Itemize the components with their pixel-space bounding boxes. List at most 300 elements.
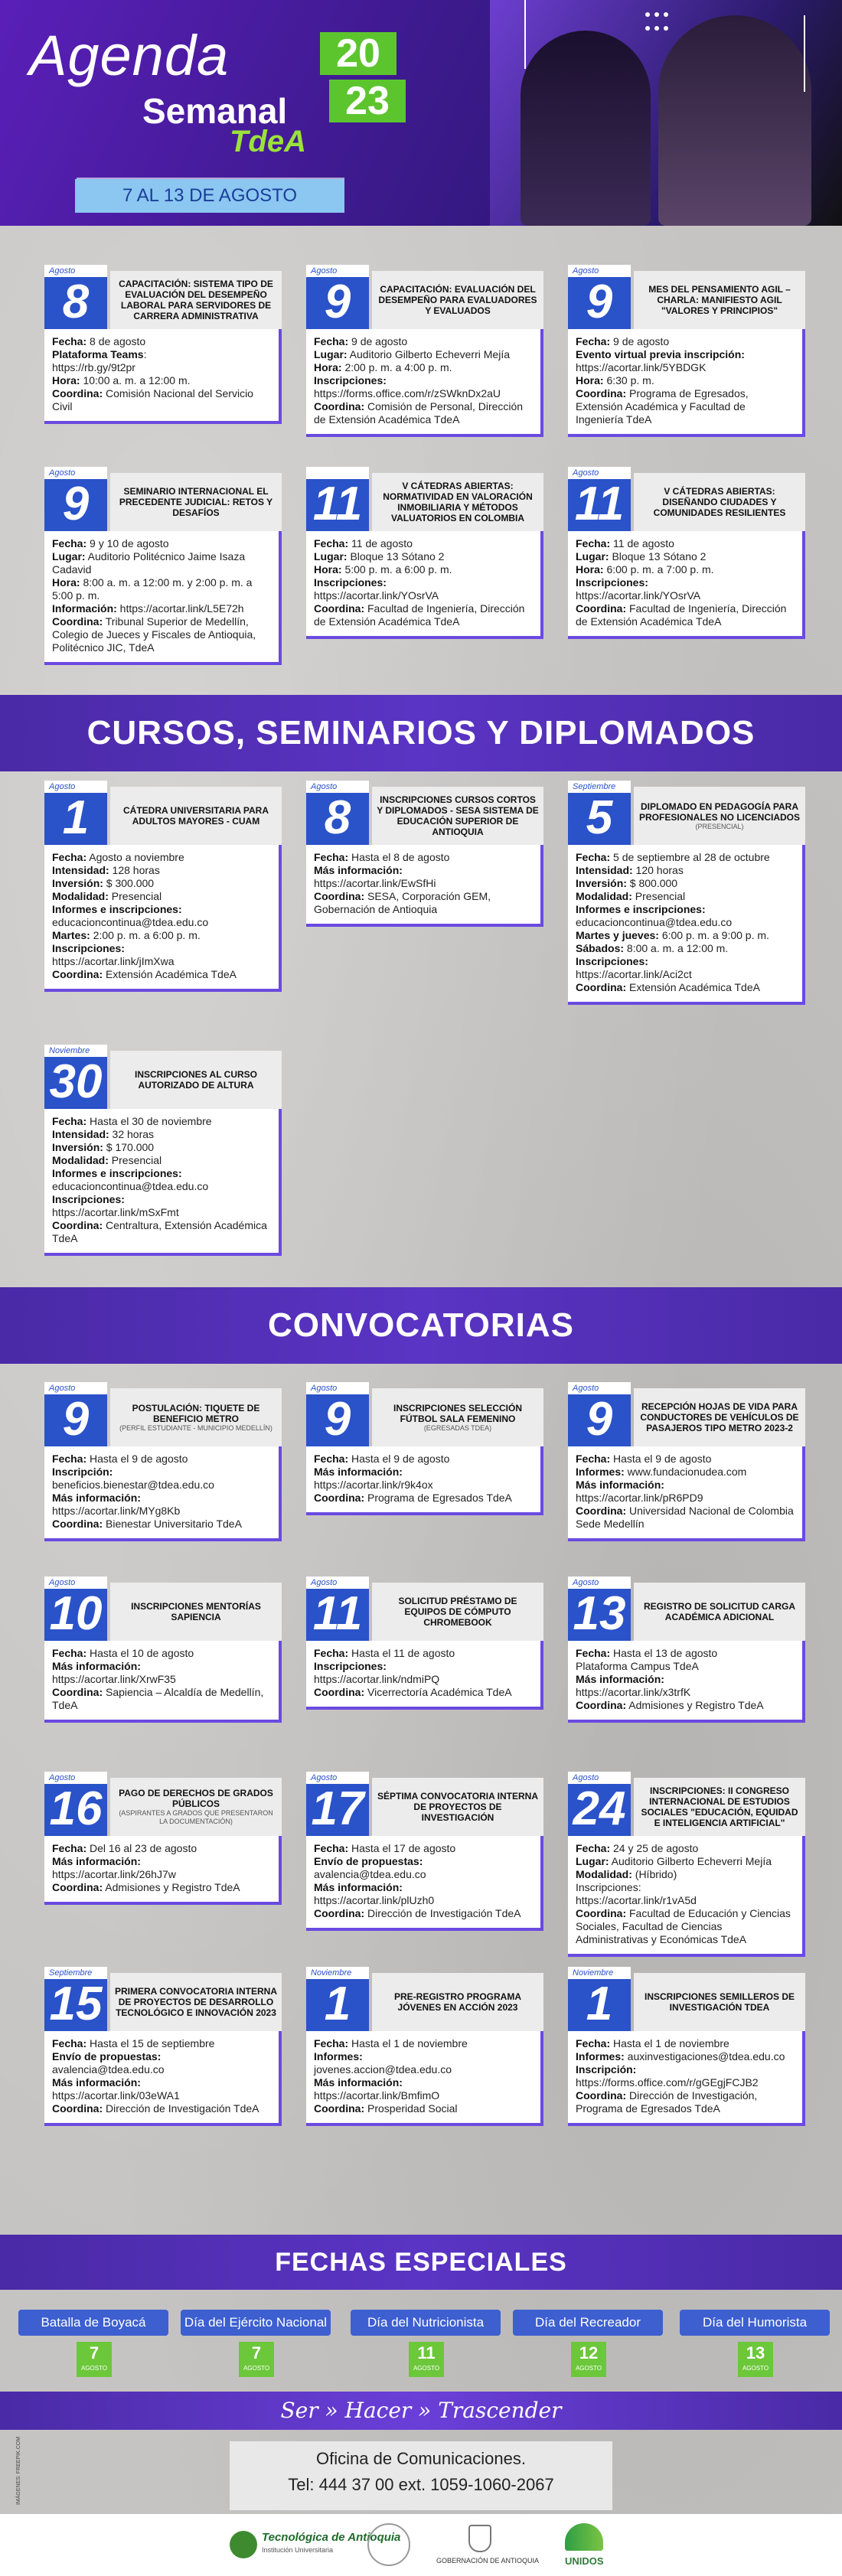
badge-month: Noviembre	[568, 1967, 631, 1979]
line-label: Inscripciones:	[52, 1193, 125, 1205]
card-line	[314, 1842, 533, 1855]
card-line	[314, 348, 533, 361]
card-line	[52, 387, 271, 413]
card-line	[576, 1647, 795, 1660]
line-value: :	[143, 348, 147, 360]
special-date-day: 7	[89, 2343, 100, 2362]
line-label: Informes:	[576, 1466, 625, 1478]
badge-day: 17	[311, 1782, 364, 1835]
line-value: https://acortar.link/ndmiPQ	[314, 1673, 440, 1685]
line-value: https://acortar.link/03eWA1	[52, 2089, 180, 2102]
card-body	[44, 1836, 282, 1905]
line-value: 128 horas	[109, 864, 160, 876]
line-value: Admisiones y Registro TdeA	[103, 1881, 240, 1893]
event-card	[568, 1967, 805, 2126]
card-line	[52, 1180, 271, 1193]
line-label: Intensidad:	[52, 864, 109, 876]
card-line	[314, 1686, 533, 1699]
card-title	[634, 1778, 805, 1836]
line-label: Más información:	[314, 1466, 403, 1478]
line-value: Auditorio Gilberto Echeverri Mejía	[609, 1855, 772, 1867]
section-cursos: CURSOS, SEMINARIOS Y DIPLOMADOS	[0, 695, 842, 771]
card-line	[52, 335, 271, 348]
line-value: Dirección de Investigación TdeA	[364, 1907, 521, 1919]
card-title-text: INSCRIPCIONES: II CONGRESO INTERNACIONAL DE ESTUDIOS SOCIALES "EDUCACIÓN, EQUIDAD E INTELIGENCIA ARTIFICIAL"	[641, 1785, 798, 1828]
line-label: Fecha:	[314, 2037, 349, 2049]
tdea-logo-icon	[230, 2531, 257, 2558]
card-body	[306, 1641, 543, 1710]
date-badge	[44, 467, 107, 531]
card-title	[110, 787, 282, 845]
card-line	[314, 2037, 533, 2050]
date-badge	[44, 1577, 107, 1641]
card-line	[314, 1647, 533, 1660]
date-badge	[306, 1577, 369, 1641]
line-label: Coordina:	[52, 1881, 103, 1893]
card-title	[372, 473, 543, 531]
card-line	[576, 348, 795, 361]
line-label: Plataforma Teams	[52, 348, 144, 360]
card-line	[314, 890, 533, 916]
line-value: https://acortar.link/26hJ7w	[52, 1868, 176, 1880]
card-line	[52, 1505, 271, 1518]
special-date-day: 13	[746, 2343, 765, 2362]
line-label: Fecha:	[314, 1453, 349, 1465]
year-part-b: 23	[329, 80, 406, 122]
card-body	[568, 329, 805, 437]
logo-tdea-sub: Institución Universitaria	[262, 2546, 334, 2554]
card-line	[576, 1855, 795, 1868]
line-value: https://acortar.link/r1vA5d	[576, 1894, 697, 1906]
line-label: Lugar:	[314, 348, 348, 360]
line-label: Inscripciones:	[314, 576, 387, 589]
logo-tdea: Tecnológica de Antioquia	[262, 2531, 401, 2544]
line-value: Centraltura, Extensión Académica TdeA	[52, 1219, 267, 1244]
card-line	[52, 2063, 271, 2076]
line-value: 24 y 25 de agosto	[610, 1842, 699, 1854]
badge-day: 8	[324, 791, 351, 844]
line-value: Facultad de Ingeniería, Dirección de Extensión Académica TdeA	[314, 602, 525, 628]
line-label: Lugar:	[576, 550, 609, 562]
date-badge	[306, 1382, 369, 1446]
line-label: Inversión:	[576, 877, 627, 889]
line-value: https://acortar.link/x3trfK	[576, 1686, 691, 1698]
card-line	[52, 916, 271, 929]
card-line	[52, 2089, 271, 2102]
card-subtitle: (PRESENCIAL)	[695, 822, 744, 830]
card-line	[576, 903, 795, 916]
line-value: Hasta el 15 de septiembre	[86, 2037, 215, 2049]
line-value: Admisiones y Registro TdeA	[626, 1699, 764, 1711]
badge-day: 1	[62, 791, 90, 844]
event-card	[568, 1382, 805, 1541]
year-badge	[320, 32, 406, 127]
line-value: $ 800.000	[626, 877, 678, 889]
event-card	[44, 1967, 282, 2126]
card-title-text: REGISTRO DE SOLICITUD CARGA ACADÉMICA ADICIONAL	[643, 1601, 795, 1622]
line-value: https://acortar.link/MYg8Kb	[52, 1505, 181, 1517]
line-value: Hasta el 1 de noviembre	[610, 2037, 729, 2049]
badge-month: Agosto	[568, 467, 631, 479]
badge-month: Agosto	[44, 1382, 107, 1394]
line-label: Coordina:	[576, 2089, 627, 2102]
date-badge	[44, 265, 107, 329]
special-date-badge	[738, 2342, 773, 2377]
card-line	[52, 955, 271, 968]
line-value: https://forms.office.com/r/gGEgjFCJB2	[576, 2076, 759, 2089]
line-value: $ 170.000	[103, 1141, 155, 1153]
card-line	[576, 602, 795, 628]
card-line	[52, 942, 271, 955]
card-title	[110, 1583, 282, 1641]
special-date-month: AGOSTO	[80, 2365, 108, 2372]
card-title-text: INSCRIPCIONES SEMILLEROS DE INVESTIGACIÓN TDEA	[644, 1991, 795, 2013]
badge-month: Agosto	[568, 265, 631, 277]
card-line	[576, 1466, 795, 1479]
line-value: https://forms.office.com/r/zSWknDx2aU	[314, 387, 501, 399]
line-label: Fecha:	[576, 1842, 611, 1854]
line-value: Programa de Egresados TdeA	[364, 1492, 512, 1504]
card-title	[110, 473, 282, 531]
card-line	[314, 2050, 533, 2063]
line-label: Inscripción:	[52, 1466, 113, 1478]
badge-day: 8	[62, 276, 90, 328]
card-title	[372, 271, 543, 329]
line-value: 32 horas	[109, 1128, 155, 1140]
image-credit: IMÁGENES: FREEPIK.COM	[16, 2436, 22, 2506]
card-line	[576, 1881, 795, 1894]
badge-day: 11	[312, 478, 363, 530]
line-label: Modalidad:	[576, 890, 632, 902]
line-value: https://acortar.link/jImXwa	[52, 955, 175, 967]
line-label: Hora:	[576, 563, 604, 576]
line-label: Más información:	[52, 1492, 141, 1504]
logo-gobernacion: GOBERNACIÓN DE ANTIOQUIA	[436, 2557, 540, 2565]
badge-month: Agosto	[306, 1577, 369, 1589]
card-line	[52, 550, 271, 576]
special-date-item	[680, 2310, 830, 2372]
line-value: Hasta el 13 de agosto	[610, 1647, 718, 1659]
card-title	[110, 1051, 282, 1109]
card-line	[576, 877, 795, 890]
badge-month: Agosto	[306, 1772, 369, 1784]
card-title-text: DIPLOMADO EN PEDAGOGÍA PARA PROFESIONALES NO LICENCIADOS	[638, 801, 801, 823]
line-label: Fecha:	[52, 1647, 87, 1659]
line-value: 9 de agosto	[610, 335, 670, 347]
card-body	[306, 1446, 543, 1515]
date-badge	[44, 781, 107, 845]
card-line	[576, 1673, 795, 1686]
card-line	[314, 387, 533, 400]
card-line	[52, 1154, 271, 1167]
card-line	[314, 550, 533, 563]
date-badge	[568, 1382, 631, 1446]
date-badge	[44, 1045, 107, 1109]
line-value: 8:00 a. m. a 12:00 m.	[624, 942, 729, 954]
special-date-name: Día del Ejército Nacional	[181, 2310, 331, 2336]
card-line	[52, 1466, 271, 1479]
line-value: 6:00 p. m. a 7:00 p. m.	[603, 563, 714, 576]
card-line	[576, 864, 795, 877]
line-label: Modalidad:	[52, 1154, 109, 1166]
card-line	[576, 890, 795, 903]
event-card	[568, 781, 805, 1005]
line-value: https://acortar.link/r9k4ox	[314, 1479, 433, 1491]
line-label: Martes y jueves:	[576, 929, 659, 941]
date-badge	[568, 1967, 631, 2031]
card-title	[372, 1973, 543, 2031]
event-card	[568, 1577, 805, 1723]
card-title	[372, 1583, 543, 1641]
card-line	[576, 1505, 795, 1531]
line-value: Del 16 al 23 de agosto	[86, 1842, 197, 1854]
event-card	[306, 1382, 543, 1515]
card-line	[52, 615, 271, 654]
line-value: https://rb.gy/9t2pr	[52, 361, 135, 373]
badge-day: 16	[49, 1782, 103, 1835]
special-date-badge	[239, 2342, 274, 2377]
line-label: Coordina:	[314, 2102, 365, 2115]
date-badge	[44, 1382, 107, 1446]
line-label: Fecha:	[576, 2037, 611, 2049]
line-value: https://acortar.link/EwSfHi	[314, 877, 436, 889]
line-value: https://acortar.link/YOsrVA	[314, 589, 439, 602]
line-label: Lugar:	[314, 550, 348, 562]
badge-day: 13	[573, 1587, 626, 1640]
card-title	[634, 787, 805, 845]
line-label: Fecha:	[576, 1647, 611, 1659]
badge-month: Agosto	[44, 781, 107, 793]
date-range: 7 AL 13 DE AGOSTO	[75, 179, 344, 213]
card-title	[634, 473, 805, 531]
special-date-name: Día del Nutricionista	[351, 2310, 501, 2336]
card-title	[372, 1388, 543, 1446]
card-title-text: RECEPCIÓN HOJAS DE VIDA PARA CONDUCTORES DE VEHÍCULOS DE PASAJEROS TIPO METRO 2023-2	[640, 1401, 799, 1433]
card-line	[314, 576, 533, 589]
card-line	[52, 1660, 271, 1673]
line-value: Prosperidad Social	[364, 2102, 458, 2115]
line-label: Coordina:	[52, 387, 103, 399]
line-label: Fecha:	[52, 851, 87, 863]
line-value: https://acortar.link/pR6PD9	[576, 1492, 703, 1504]
card-body	[44, 329, 282, 424]
line-label: Inscripción:	[576, 2063, 637, 2075]
card-line	[52, 374, 271, 387]
date-badge	[44, 1967, 107, 2031]
card-title	[110, 1973, 282, 2031]
badge-month: Septiembre	[44, 1967, 107, 1979]
special-date-item	[18, 2310, 168, 2372]
line-value: Extensión Académica TdeA	[103, 968, 237, 980]
line-label: Coordina:	[576, 387, 627, 399]
card-line	[576, 916, 795, 929]
line-label: Fecha:	[314, 537, 349, 549]
card-body	[44, 1641, 282, 1723]
card-line	[52, 1193, 271, 1206]
card-line	[576, 550, 795, 563]
card-title	[634, 1388, 805, 1446]
line-label: Coordina:	[314, 1686, 365, 1698]
special-date-day: 11	[417, 2343, 436, 2362]
line-label: Fecha:	[314, 1842, 349, 1854]
line-label: Informes e inscripciones:	[576, 903, 706, 915]
line-label: Más información:	[52, 1855, 141, 1867]
badge-day: 9	[324, 276, 351, 328]
line-label: Coordina:	[576, 1699, 627, 1711]
special-date-name: Batalla de Boyacá	[18, 2310, 168, 2336]
line-label: Hora:	[314, 563, 342, 576]
badge-month: Agosto	[44, 1772, 107, 1784]
card-body	[568, 1641, 805, 1723]
card-line	[576, 1842, 795, 1855]
card-line	[576, 361, 795, 374]
logo-bar	[0, 2514, 842, 2576]
line-value: beneficios.bienestar@tdea.edu.co	[52, 1479, 214, 1491]
badge-month: Agosto	[306, 781, 369, 793]
card-line	[576, 2076, 795, 2089]
card-line	[576, 576, 795, 589]
card-line	[314, 1492, 533, 1505]
card-body	[568, 2031, 805, 2126]
line-value: 120 horas	[632, 864, 684, 876]
line-label: Informes e inscripciones:	[52, 1167, 182, 1179]
card-line	[52, 968, 271, 981]
card-subtitle: (ASPIRANTES A GRADOS QUE PRESENTARON LA DOCUMENTACIÓN)	[119, 1809, 273, 1825]
card-title-text: CAPACITACIÓN: SISTEMA TIPO DE EVALUACIÓN DEL DESEMPEÑO LABORAL PARA SERVIDORES DE CARRERA ADMINISTRATIVA	[119, 279, 273, 321]
event-card	[44, 467, 282, 665]
line-label: Inscripciones:	[576, 576, 648, 589]
card-line	[52, 602, 271, 615]
line-value: Comisión de Personal, Dirección de Extensión Académica TdeA	[314, 400, 524, 426]
badge-month: Agosto	[44, 467, 107, 479]
line-label: Coordina:	[576, 1505, 627, 1517]
line-value: https://acortar.link/plUzh0	[314, 1894, 435, 1906]
card-line	[314, 1453, 533, 1466]
section-fechas: FECHAS ESPECIALES	[0, 2235, 842, 2290]
badge-day: 24	[573, 1782, 626, 1835]
line-label: Coordina:	[314, 400, 365, 412]
badge-month: Noviembre	[44, 1045, 107, 1057]
card-title-text: INSCRIPCIONES SELECCIÓN FÚTBOL SALA FEMENINO	[393, 1402, 523, 1424]
line-value: Hasta el 10 de agosto	[86, 1647, 194, 1659]
event-card	[306, 265, 543, 437]
line-label: Coordina:	[314, 602, 365, 615]
card-line	[314, 400, 533, 426]
line-label: Coordina:	[52, 968, 103, 980]
line-value: Inscripciones:	[576, 1881, 641, 1893]
line-label: Más información:	[576, 1673, 664, 1685]
event-card	[44, 265, 282, 424]
line-label: Fecha:	[52, 1115, 87, 1127]
card-line	[52, 864, 271, 877]
card-body	[306, 845, 543, 927]
card-line	[52, 1492, 271, 1505]
card-line	[576, 2050, 795, 2063]
card-line	[314, 602, 533, 628]
card-line	[314, 1673, 533, 1686]
card-line	[576, 374, 795, 387]
line-value: Dirección de Investigación, Programa de Egresados TdeA	[576, 2089, 758, 2115]
card-body	[44, 1109, 282, 1256]
card-title-text: POSTULACIÓN: TIQUETE DE BENEFICIO METRO	[132, 1402, 260, 1424]
card-title	[110, 1388, 282, 1446]
line-value: Tribunal Superior de Medellín, Colegio de Jueces y Fiscales de Antioquia, Politécnico JIC, TdeA	[52, 615, 256, 654]
card-line	[52, 1842, 271, 1855]
line-value: https://acortar.link/L5E72h	[116, 602, 244, 615]
line-value: Hasta el 1 de noviembre	[348, 2037, 468, 2049]
line-value: 9 y 10 de agosto	[86, 537, 169, 549]
card-title-text: PRE-REGISTRO PROGRAMA JÓVENES EN ACCIÓN 2023	[393, 1991, 521, 2013]
event-card	[306, 781, 543, 927]
line-value: Presencial	[108, 890, 162, 902]
card-line	[314, 2063, 533, 2076]
card-line	[52, 1673, 271, 1686]
card-line	[576, 2063, 795, 2076]
line-label: Fecha:	[576, 851, 611, 863]
event-card	[306, 467, 543, 639]
card-line	[314, 1479, 533, 1492]
line-value: Hasta el 17 de agosto	[348, 1842, 456, 1854]
line-value: Auditorio Gilberto Echeverri Mejía	[347, 348, 510, 360]
line-value: https://acortar.link/Aci2ct	[576, 968, 692, 980]
card-title	[634, 1973, 805, 2031]
line-value: educacioncontinua@tdea.edu.co	[52, 1180, 209, 1192]
card-line	[576, 981, 795, 994]
line-label: Más información:	[52, 2076, 141, 2089]
card-line	[52, 1881, 271, 1894]
badge-day: 30	[49, 1055, 103, 1108]
card-line	[576, 1660, 795, 1673]
special-date-month: AGOSTO	[413, 2365, 440, 2372]
date-badge	[568, 467, 631, 531]
line-label: Inversión:	[52, 877, 103, 889]
line-label: Inscripciones:	[314, 1660, 387, 1672]
event-card	[568, 467, 805, 639]
line-label: Lugar:	[52, 550, 86, 562]
card-line	[576, 387, 795, 426]
line-label: Modalidad:	[576, 1868, 632, 1880]
card-title-text: SEMINARIO INTERNACIONAL EL PRECEDENTE JUDICIAL: RETOS Y DESAFÍOS	[119, 486, 273, 518]
card-line	[576, 537, 795, 550]
card-line	[52, 1453, 271, 1466]
card-line	[52, 2076, 271, 2089]
seal-icon	[367, 2523, 410, 2566]
card-line	[52, 1115, 271, 1128]
card-line	[52, 1868, 271, 1881]
line-label: Más información:	[576, 1479, 664, 1491]
line-value: SESA, Corporación GEM, Gobernación de Antioquia	[314, 890, 491, 915]
card-line	[52, 1128, 271, 1141]
card-title-text: INSCRIPCIONES AL CURSO AUTORIZADO DE ALTURA	[134, 1069, 258, 1091]
line-value: jovenes.accion@tdea.edu.co	[314, 2063, 452, 2075]
card-title	[110, 271, 282, 329]
line-label: Fecha:	[576, 537, 611, 549]
title-tdea: TdeA	[230, 125, 306, 158]
card-line	[52, 1855, 271, 1868]
card-line	[314, 335, 533, 348]
header-banner	[0, 0, 842, 226]
card-body	[306, 329, 543, 437]
line-value: educacioncontinua@tdea.edu.co	[576, 916, 733, 928]
card-title-text: V CÁTEDRAS ABIERTAS: NORMATIVIDAD EN VALORACIÓN INMOBILIARIA Y MÉTODOS VALUATORIOS EN COLOMBIA	[383, 481, 533, 523]
line-value: (Híbrido)	[632, 1868, 677, 1880]
line-label: Hora:	[52, 374, 80, 386]
line-label: Fecha:	[52, 537, 87, 549]
line-value: Sapiencia – Alcaldía de Medellín, TdeA	[52, 1686, 264, 1711]
card-line	[576, 335, 795, 348]
section-convocatorias: CONVOCATORIAS	[0, 1287, 842, 1364]
card-line	[576, 1492, 795, 1505]
